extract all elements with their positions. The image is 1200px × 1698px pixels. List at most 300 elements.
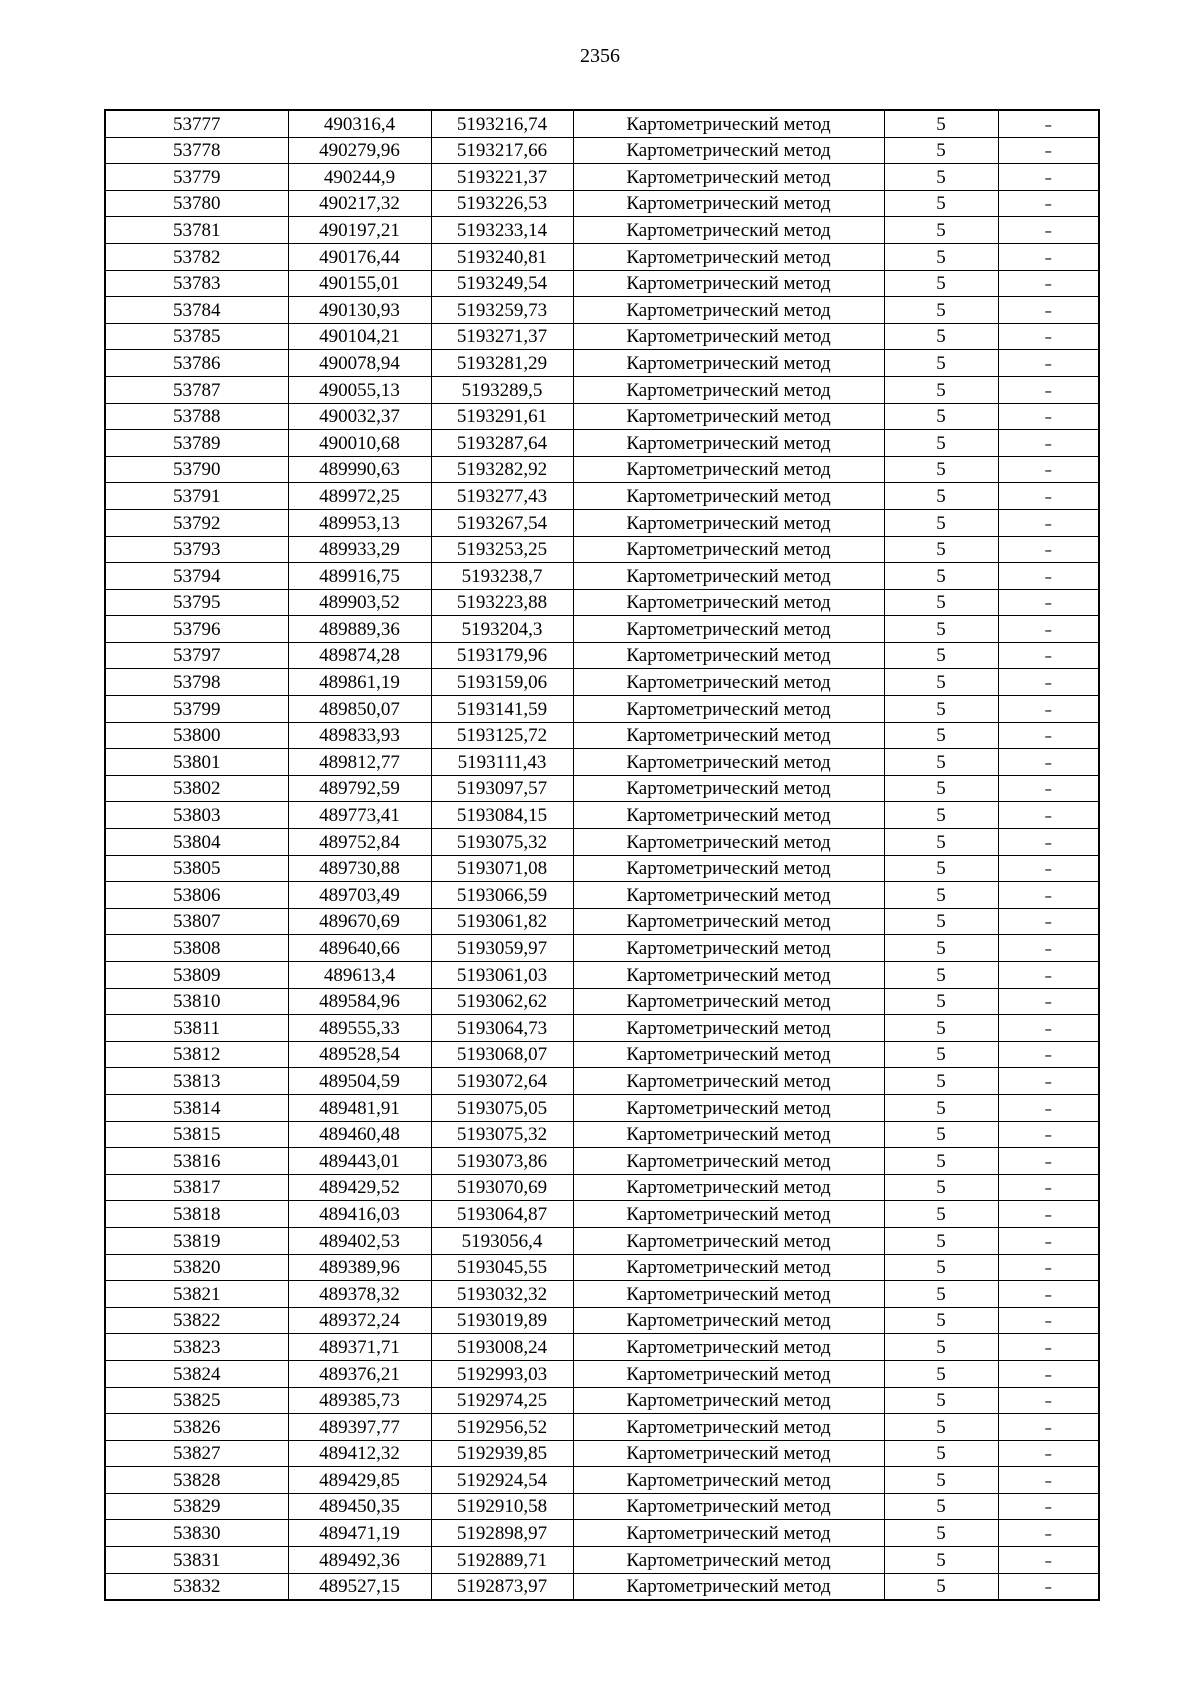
description-cell: –	[998, 696, 1099, 723]
method-cell: Картометрический метод	[573, 536, 884, 563]
y-coordinate-cell: 5193125,72	[431, 722, 573, 749]
point-number-cell: 53826	[105, 1414, 288, 1441]
point-number-cell: 53806	[105, 882, 288, 909]
method-cell: Картометрический метод	[573, 802, 884, 829]
accuracy-cell: 5	[884, 483, 998, 510]
point-number-cell: 53807	[105, 908, 288, 935]
table-row	[105, 1174, 1099, 1201]
table-row	[105, 1254, 1099, 1281]
method-cell: Картометрический метод	[573, 1334, 884, 1361]
point-number-cell: 53790	[105, 456, 288, 483]
point-number-cell: 53831	[105, 1547, 288, 1574]
description-cell: –	[998, 323, 1099, 350]
point-number-cell: 53811	[105, 1015, 288, 1042]
description-cell: –	[998, 1334, 1099, 1361]
table-row	[105, 722, 1099, 749]
table-row	[105, 430, 1099, 457]
x-coordinate-cell: 489953,13	[288, 509, 431, 536]
x-coordinate-cell: 489389,96	[288, 1254, 431, 1281]
x-coordinate-cell: 490032,37	[288, 403, 431, 430]
y-coordinate-cell: 5193066,59	[431, 882, 573, 909]
point-number-cell: 53832	[105, 1573, 288, 1600]
y-coordinate-cell: 5193277,43	[431, 483, 573, 510]
accuracy-cell: 5	[884, 1227, 998, 1254]
y-coordinate-cell: 5193249,54	[431, 270, 573, 297]
y-coordinate-cell: 5193073,86	[431, 1148, 573, 1175]
method-cell: Картометрический метод	[573, 217, 884, 244]
method-cell: Картометрический метод	[573, 988, 884, 1015]
description-cell: –	[998, 589, 1099, 616]
table-row	[105, 616, 1099, 643]
accuracy-cell: 5	[884, 749, 998, 776]
description-cell: –	[998, 1307, 1099, 1334]
table-row	[105, 589, 1099, 616]
table-row	[105, 642, 1099, 669]
y-coordinate-cell: 5193287,64	[431, 430, 573, 457]
point-number-cell: 53822	[105, 1307, 288, 1334]
accuracy-cell: 5	[884, 323, 998, 350]
point-number-cell: 53800	[105, 722, 288, 749]
table-row	[105, 1015, 1099, 1042]
y-coordinate-cell: 5193075,32	[431, 829, 573, 856]
description-cell: –	[998, 297, 1099, 324]
point-number-cell: 53813	[105, 1068, 288, 1095]
x-coordinate-cell: 490078,94	[288, 350, 431, 377]
x-coordinate-cell: 489640,66	[288, 935, 431, 962]
y-coordinate-cell: 5193064,87	[431, 1201, 573, 1228]
x-coordinate-cell: 490279,96	[288, 137, 431, 164]
y-coordinate-cell: 5193282,92	[431, 456, 573, 483]
accuracy-cell: 5	[884, 1307, 998, 1334]
accuracy-cell: 5	[884, 882, 998, 909]
accuracy-cell: 5	[884, 1414, 998, 1441]
x-coordinate-cell: 489990,63	[288, 456, 431, 483]
point-number-cell: 53808	[105, 935, 288, 962]
table-row	[105, 217, 1099, 244]
y-coordinate-cell: 5193204,3	[431, 616, 573, 643]
method-cell: Картометрический метод	[573, 589, 884, 616]
table-row	[105, 403, 1099, 430]
accuracy-cell: 5	[884, 1467, 998, 1494]
y-coordinate-cell: 5193221,37	[431, 164, 573, 191]
method-cell: Картометрический метод	[573, 1573, 884, 1600]
description-cell: –	[998, 855, 1099, 882]
x-coordinate-cell: 489889,36	[288, 616, 431, 643]
description-cell: –	[998, 376, 1099, 403]
method-cell: Картометрический метод	[573, 243, 884, 270]
accuracy-cell: 5	[884, 430, 998, 457]
method-cell: Картометрический метод	[573, 270, 884, 297]
y-coordinate-cell: 5193253,25	[431, 536, 573, 563]
method-cell: Картометрический метод	[573, 376, 884, 403]
description-cell: –	[998, 110, 1099, 137]
table-row	[105, 696, 1099, 723]
point-number-cell: 53809	[105, 962, 288, 989]
description-cell: –	[998, 962, 1099, 989]
method-cell: Картометрический метод	[573, 722, 884, 749]
x-coordinate-cell: 489555,33	[288, 1015, 431, 1042]
page-number: 2356	[580, 45, 620, 67]
y-coordinate-cell: 5192889,71	[431, 1547, 573, 1574]
method-cell: Картометрический метод	[573, 137, 884, 164]
accuracy-cell: 5	[884, 376, 998, 403]
table-row	[105, 1440, 1099, 1467]
y-coordinate-cell: 5193141,59	[431, 696, 573, 723]
description-cell: –	[998, 1227, 1099, 1254]
y-coordinate-cell: 5193233,14	[431, 217, 573, 244]
y-coordinate-cell: 5193289,5	[431, 376, 573, 403]
point-number-cell: 53783	[105, 270, 288, 297]
y-coordinate-cell: 5192939,85	[431, 1440, 573, 1467]
table-row	[105, 855, 1099, 882]
table-row	[105, 563, 1099, 590]
accuracy-cell: 5	[884, 190, 998, 217]
method-cell: Картометрический метод	[573, 775, 884, 802]
point-number-cell: 53794	[105, 563, 288, 590]
description-cell: –	[998, 350, 1099, 377]
accuracy-cell: 5	[884, 403, 998, 430]
x-coordinate-cell: 490197,21	[288, 217, 431, 244]
method-cell: Картометрический метод	[573, 696, 884, 723]
table-row	[105, 297, 1099, 324]
x-coordinate-cell: 490176,44	[288, 243, 431, 270]
point-number-cell: 53803	[105, 802, 288, 829]
method-cell: Картометрический метод	[573, 1387, 884, 1414]
table-row	[105, 935, 1099, 962]
x-coordinate-cell: 489376,21	[288, 1360, 431, 1387]
description-cell: –	[998, 1440, 1099, 1467]
x-coordinate-cell: 489481,91	[288, 1094, 431, 1121]
method-cell: Картометрический метод	[573, 1360, 884, 1387]
accuracy-cell: 5	[884, 1334, 998, 1361]
y-coordinate-cell: 5193061,82	[431, 908, 573, 935]
description-cell: –	[998, 536, 1099, 563]
x-coordinate-cell: 489527,15	[288, 1573, 431, 1600]
x-coordinate-cell: 489528,54	[288, 1041, 431, 1068]
method-cell: Картометрический метод	[573, 1201, 884, 1228]
x-coordinate-cell: 489492,36	[288, 1547, 431, 1574]
y-coordinate-cell: 5193111,43	[431, 749, 573, 776]
point-number-cell: 53789	[105, 430, 288, 457]
description-cell: –	[998, 829, 1099, 856]
table-row	[105, 775, 1099, 802]
point-number-cell: 53828	[105, 1467, 288, 1494]
accuracy-cell: 5	[884, 1281, 998, 1308]
accuracy-cell: 5	[884, 1174, 998, 1201]
accuracy-cell: 5	[884, 1520, 998, 1547]
method-cell: Картометрический метод	[573, 110, 884, 137]
method-cell: Картометрический метод	[573, 1015, 884, 1042]
accuracy-cell: 5	[884, 696, 998, 723]
description-cell: –	[998, 1148, 1099, 1175]
method-cell: Картометрический метод	[573, 1440, 884, 1467]
accuracy-cell: 5	[884, 1573, 998, 1600]
description-cell: –	[998, 988, 1099, 1015]
table-row	[105, 137, 1099, 164]
y-coordinate-cell: 5193217,66	[431, 137, 573, 164]
accuracy-cell: 5	[884, 110, 998, 137]
point-number-cell: 53781	[105, 217, 288, 244]
accuracy-cell: 5	[884, 722, 998, 749]
method-cell: Картометрический метод	[573, 882, 884, 909]
accuracy-cell: 5	[884, 1360, 998, 1387]
x-coordinate-cell: 490055,13	[288, 376, 431, 403]
x-coordinate-cell: 489916,75	[288, 563, 431, 590]
method-cell: Картометрический метод	[573, 829, 884, 856]
x-coordinate-cell: 489850,07	[288, 696, 431, 723]
description-cell: –	[998, 1281, 1099, 1308]
description-cell: –	[998, 563, 1099, 590]
x-coordinate-cell: 489773,41	[288, 802, 431, 829]
accuracy-cell: 5	[884, 589, 998, 616]
x-coordinate-cell: 489613,4	[288, 962, 431, 989]
table-row	[105, 110, 1099, 137]
table-row	[105, 323, 1099, 350]
y-coordinate-cell: 5193071,08	[431, 855, 573, 882]
point-number-cell: 53785	[105, 323, 288, 350]
method-cell: Картометрический метод	[573, 1094, 884, 1121]
description-cell: –	[998, 642, 1099, 669]
table-row	[105, 1360, 1099, 1387]
method-cell: Картометрический метод	[573, 483, 884, 510]
table-row	[105, 1387, 1099, 1414]
y-coordinate-cell: 5193032,32	[431, 1281, 573, 1308]
accuracy-cell: 5	[884, 642, 998, 669]
method-cell: Картометрический метод	[573, 1547, 884, 1574]
description-cell: –	[998, 270, 1099, 297]
table-row	[105, 164, 1099, 191]
table-row	[105, 882, 1099, 909]
accuracy-cell: 5	[884, 137, 998, 164]
x-coordinate-cell: 489443,01	[288, 1148, 431, 1175]
description-cell: –	[998, 1174, 1099, 1201]
accuracy-cell: 5	[884, 350, 998, 377]
x-coordinate-cell: 489450,35	[288, 1493, 431, 1520]
x-coordinate-cell: 489471,19	[288, 1520, 431, 1547]
method-cell: Картометрический метод	[573, 1148, 884, 1175]
x-coordinate-cell: 490130,93	[288, 297, 431, 324]
y-coordinate-cell: 5193045,55	[431, 1254, 573, 1281]
point-number-cell: 53815	[105, 1121, 288, 1148]
description-cell: –	[998, 1015, 1099, 1042]
y-coordinate-cell: 5193226,53	[431, 190, 573, 217]
method-cell: Картометрический метод	[573, 164, 884, 191]
y-coordinate-cell: 5193061,03	[431, 962, 573, 989]
accuracy-cell: 5	[884, 164, 998, 191]
accuracy-cell: 5	[884, 802, 998, 829]
accuracy-cell: 5	[884, 775, 998, 802]
table-row	[105, 1201, 1099, 1228]
method-cell: Картометрический метод	[573, 1307, 884, 1334]
table-row	[105, 1547, 1099, 1574]
accuracy-cell: 5	[884, 962, 998, 989]
description-cell: –	[998, 164, 1099, 191]
accuracy-cell: 5	[884, 855, 998, 882]
method-cell: Картометрический метод	[573, 749, 884, 776]
description-cell: –	[998, 403, 1099, 430]
y-coordinate-cell: 5193223,88	[431, 589, 573, 616]
point-number-cell: 53787	[105, 376, 288, 403]
x-coordinate-cell: 489861,19	[288, 669, 431, 696]
point-number-cell: 53827	[105, 1440, 288, 1467]
point-number-cell: 53778	[105, 137, 288, 164]
x-coordinate-cell: 489385,73	[288, 1387, 431, 1414]
y-coordinate-cell: 5193159,06	[431, 669, 573, 696]
table-row	[105, 1493, 1099, 1520]
method-cell: Картометрический метод	[573, 430, 884, 457]
x-coordinate-cell: 489429,52	[288, 1174, 431, 1201]
method-cell: Картометрический метод	[573, 1227, 884, 1254]
point-number-cell: 53830	[105, 1520, 288, 1547]
y-coordinate-cell: 5192910,58	[431, 1493, 573, 1520]
accuracy-cell: 5	[884, 1041, 998, 1068]
x-coordinate-cell: 489460,48	[288, 1121, 431, 1148]
x-coordinate-cell: 489397,77	[288, 1414, 431, 1441]
y-coordinate-cell: 5193059,97	[431, 935, 573, 962]
accuracy-cell: 5	[884, 669, 998, 696]
table-row	[105, 1467, 1099, 1494]
table-row	[105, 1227, 1099, 1254]
x-coordinate-cell: 489933,29	[288, 536, 431, 563]
x-coordinate-cell: 489730,88	[288, 855, 431, 882]
x-coordinate-cell: 489792,59	[288, 775, 431, 802]
description-cell: –	[998, 1387, 1099, 1414]
table-row	[105, 669, 1099, 696]
y-coordinate-cell: 5193072,64	[431, 1068, 573, 1095]
y-coordinate-cell: 5193267,54	[431, 509, 573, 536]
point-number-cell: 53780	[105, 190, 288, 217]
method-cell: Картометрический метод	[573, 563, 884, 590]
y-coordinate-cell: 5193291,61	[431, 403, 573, 430]
method-cell: Картометрический метод	[573, 669, 884, 696]
method-cell: Картометрический метод	[573, 616, 884, 643]
table-row	[105, 190, 1099, 217]
x-coordinate-cell: 489703,49	[288, 882, 431, 909]
x-coordinate-cell: 490217,32	[288, 190, 431, 217]
description-cell: –	[998, 1094, 1099, 1121]
x-coordinate-cell: 489874,28	[288, 642, 431, 669]
y-coordinate-cell: 5193216,74	[431, 110, 573, 137]
table-row	[105, 1148, 1099, 1175]
table-row	[105, 988, 1099, 1015]
x-coordinate-cell: 489412,32	[288, 1440, 431, 1467]
accuracy-cell: 5	[884, 829, 998, 856]
table-row	[105, 1334, 1099, 1361]
method-cell: Картометрический метод	[573, 323, 884, 350]
point-number-cell: 53816	[105, 1148, 288, 1175]
table-row	[105, 1414, 1099, 1441]
description-cell: –	[998, 908, 1099, 935]
description-cell: –	[998, 243, 1099, 270]
x-coordinate-cell: 490244,9	[288, 164, 431, 191]
y-coordinate-cell: 5193068,07	[431, 1041, 573, 1068]
accuracy-cell: 5	[884, 217, 998, 244]
method-cell: Картометрический метод	[573, 935, 884, 962]
point-number-cell: 53825	[105, 1387, 288, 1414]
accuracy-cell: 5	[884, 616, 998, 643]
table-row	[105, 908, 1099, 935]
accuracy-cell: 5	[884, 1121, 998, 1148]
description-cell: –	[998, 616, 1099, 643]
description-cell: –	[998, 509, 1099, 536]
point-number-cell: 53779	[105, 164, 288, 191]
point-number-cell: 53793	[105, 536, 288, 563]
table-row	[105, 1281, 1099, 1308]
description-cell: –	[998, 669, 1099, 696]
accuracy-cell: 5	[884, 270, 998, 297]
x-coordinate-cell: 489812,77	[288, 749, 431, 776]
accuracy-cell: 5	[884, 243, 998, 270]
description-cell: –	[998, 217, 1099, 244]
point-number-cell: 53788	[105, 403, 288, 430]
table-row	[105, 1307, 1099, 1334]
description-cell: –	[998, 802, 1099, 829]
description-cell: –	[998, 1201, 1099, 1228]
y-coordinate-cell: 5193064,73	[431, 1015, 573, 1042]
table-row	[105, 829, 1099, 856]
point-number-cell: 53821	[105, 1281, 288, 1308]
description-cell: –	[998, 935, 1099, 962]
x-coordinate-cell: 489833,93	[288, 722, 431, 749]
table-row	[105, 1041, 1099, 1068]
x-coordinate-cell: 490104,21	[288, 323, 431, 350]
accuracy-cell: 5	[884, 935, 998, 962]
x-coordinate-cell: 490316,4	[288, 110, 431, 137]
method-cell: Картометрический метод	[573, 908, 884, 935]
table-row	[105, 1121, 1099, 1148]
method-cell: Картометрический метод	[573, 1041, 884, 1068]
table-row	[105, 1068, 1099, 1095]
method-cell: Картометрический метод	[573, 1121, 884, 1148]
method-cell: Картометрический метод	[573, 456, 884, 483]
point-number-cell: 53802	[105, 775, 288, 802]
accuracy-cell: 5	[884, 1254, 998, 1281]
point-number-cell: 53798	[105, 669, 288, 696]
table-row	[105, 962, 1099, 989]
description-cell: –	[998, 749, 1099, 776]
method-cell: Картометрический метод	[573, 642, 884, 669]
point-number-cell: 53791	[105, 483, 288, 510]
table-row	[105, 1573, 1099, 1600]
description-cell: –	[998, 430, 1099, 457]
x-coordinate-cell: 489416,03	[288, 1201, 431, 1228]
point-number-cell: 53797	[105, 642, 288, 669]
y-coordinate-cell: 5193008,24	[431, 1334, 573, 1361]
accuracy-cell: 5	[884, 1015, 998, 1042]
point-number-cell: 53812	[105, 1041, 288, 1068]
accuracy-cell: 5	[884, 1201, 998, 1228]
point-number-cell: 53784	[105, 297, 288, 324]
method-cell: Картометрический метод	[573, 1068, 884, 1095]
y-coordinate-cell: 5193259,73	[431, 297, 573, 324]
y-coordinate-cell: 5193019,89	[431, 1307, 573, 1334]
description-cell: –	[998, 1121, 1099, 1148]
method-cell: Картометрический метод	[573, 1281, 884, 1308]
method-cell: Картометрический метод	[573, 509, 884, 536]
point-number-cell: 53795	[105, 589, 288, 616]
accuracy-cell: 5	[884, 908, 998, 935]
table-row	[105, 1520, 1099, 1547]
x-coordinate-cell: 489378,32	[288, 1281, 431, 1308]
y-coordinate-cell: 5192993,03	[431, 1360, 573, 1387]
y-coordinate-cell: 5193070,69	[431, 1174, 573, 1201]
description-cell: –	[998, 190, 1099, 217]
method-cell: Картометрический метод	[573, 297, 884, 324]
table-row	[105, 483, 1099, 510]
method-cell: Картометрический метод	[573, 1493, 884, 1520]
description-cell: –	[998, 1467, 1099, 1494]
table-row	[105, 243, 1099, 270]
